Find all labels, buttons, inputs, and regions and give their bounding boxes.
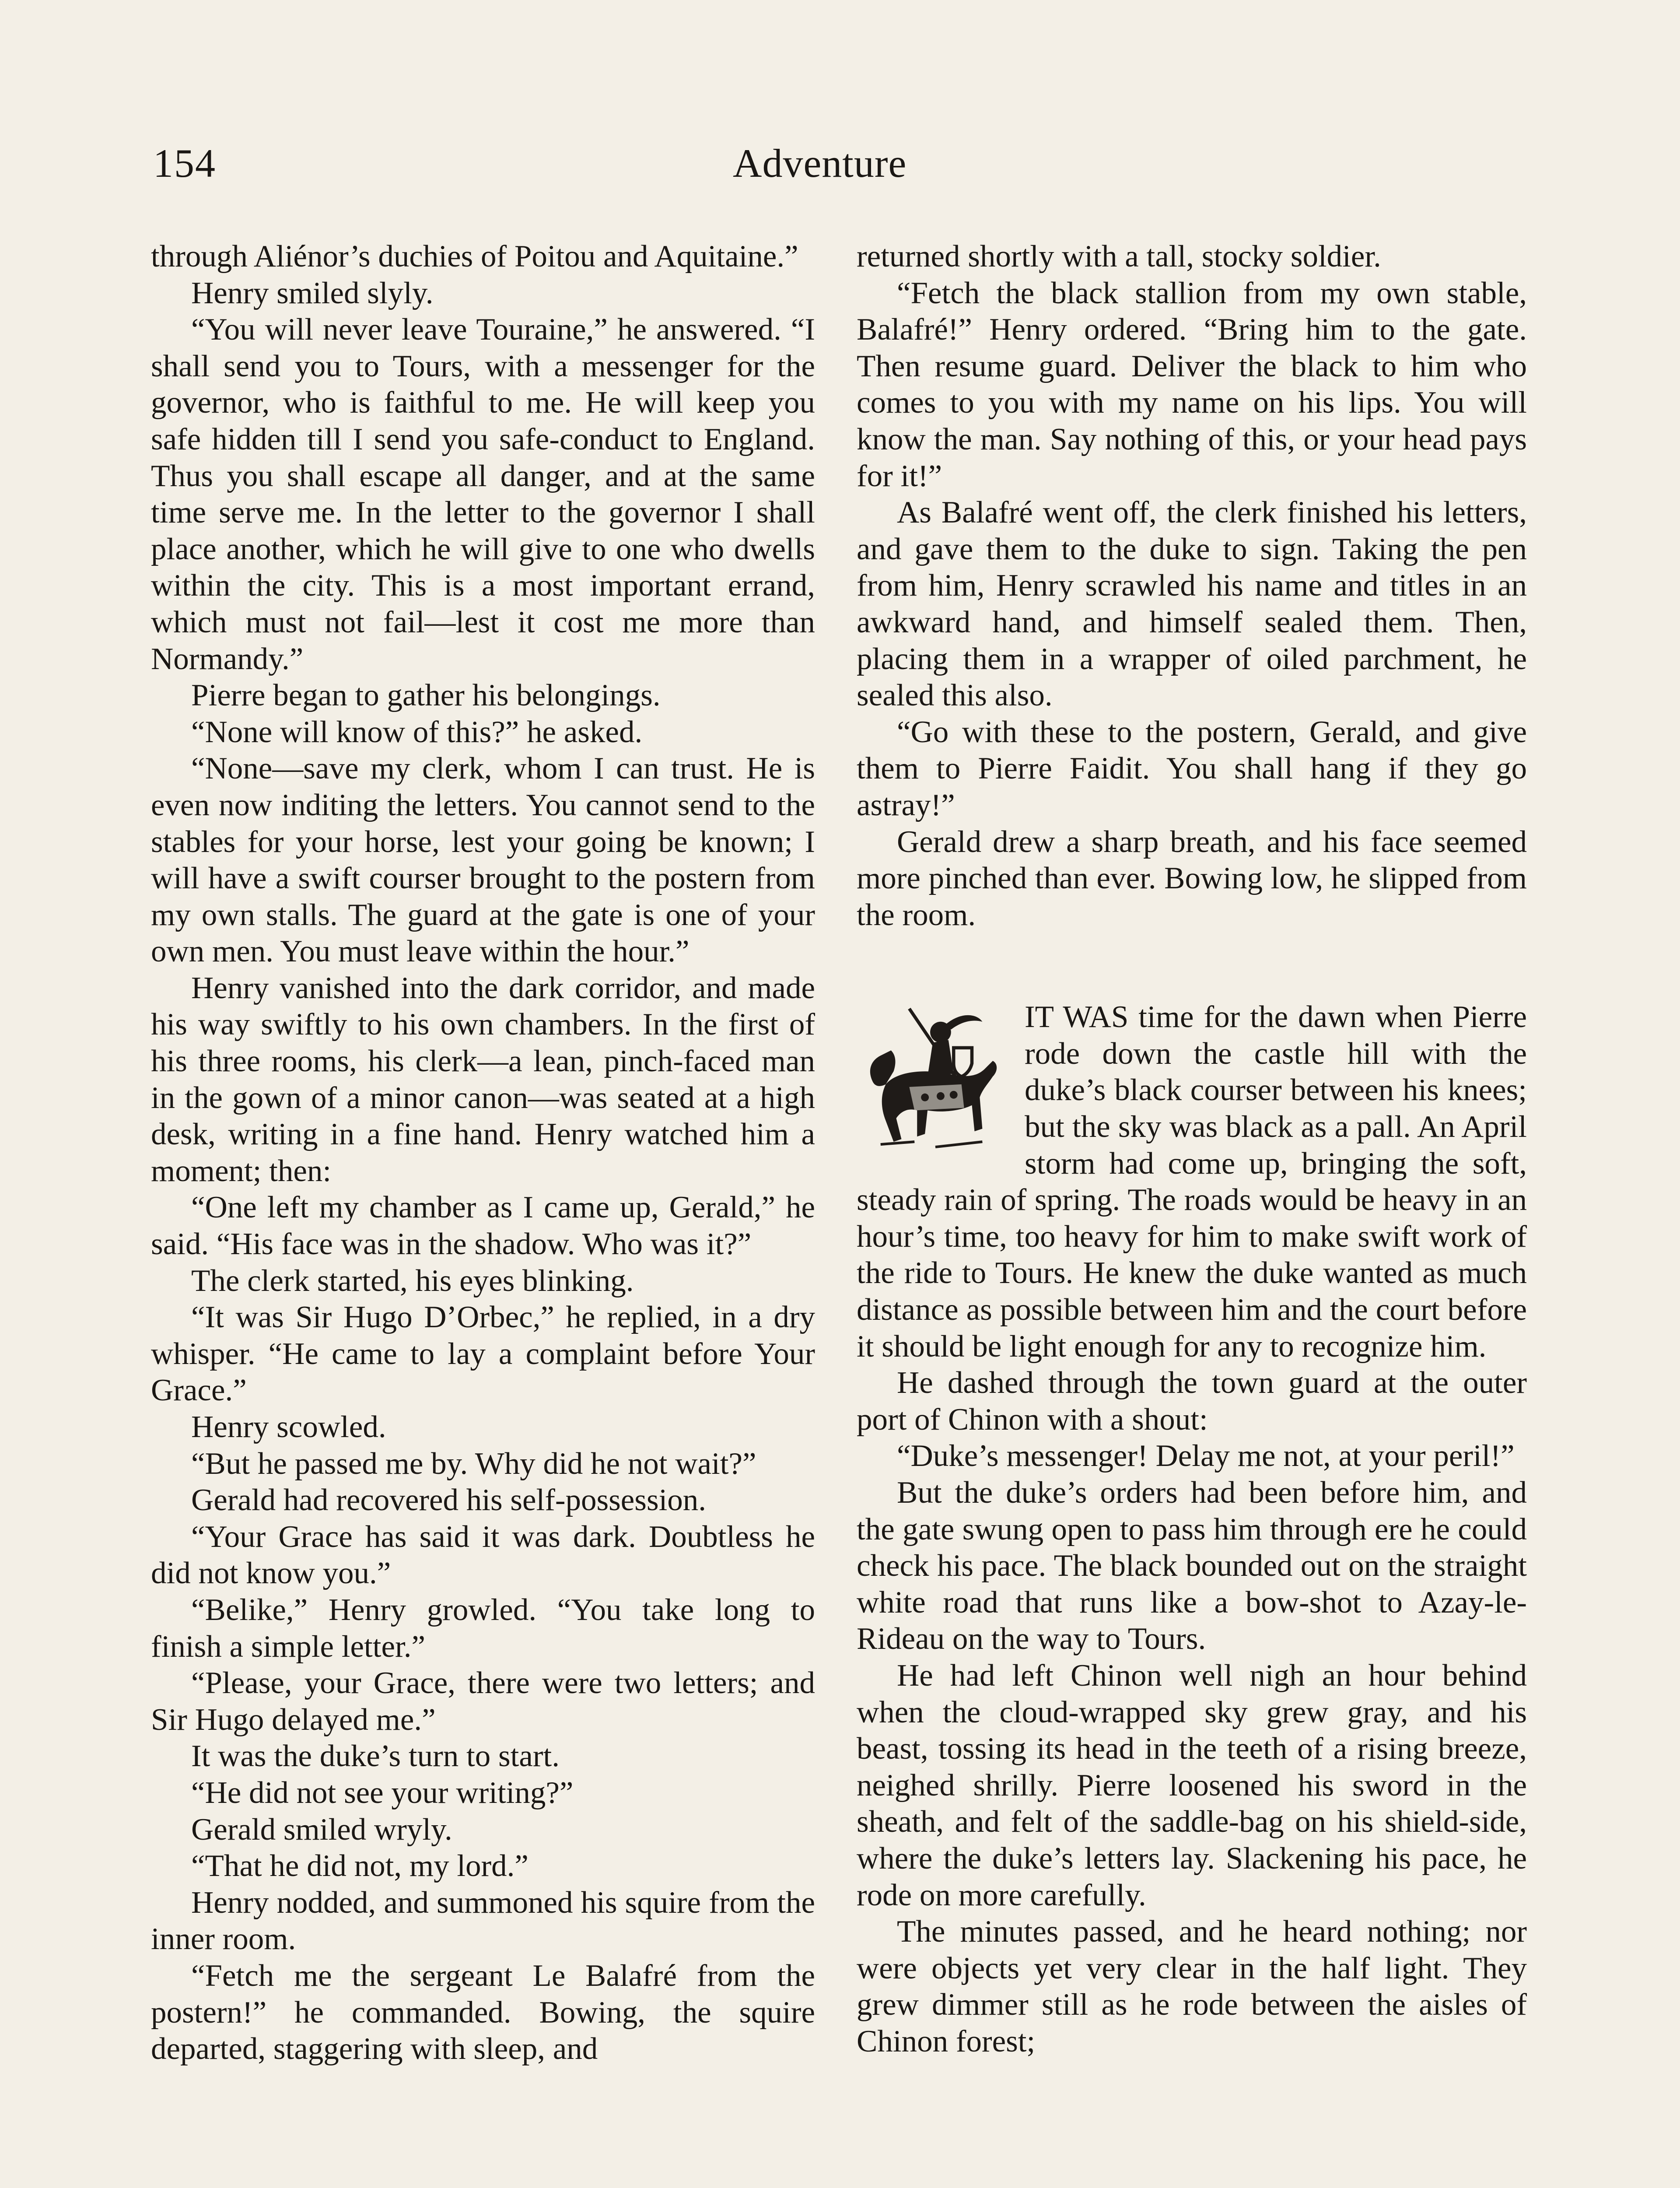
paragraph: “He did not see your writing?”: [191, 1775, 574, 1810]
paragraph: “Fetch me the sergeant Le Balafré from the postern!” he commanded. Bowing, the squire departed, staggering with sleep, and: [151, 1958, 815, 2066]
paragraph: Gerald drew a sharp breath, and his face seemed more pinched than ever. Bowing low, he slipped from the room.: [857, 824, 1527, 932]
paragraph: IT WAS time for the dawn when Pierre rode down the castle hill with the duke’s black courser between his knees; but the sky was black as a pall. An April storm had come up, bringing the soft, steady rain of spring. The roads would be heavy in an hour’s time, too heavy for him to make swift work of the ride to Tours. He knew the duke wanted as much distance as possible between him and the court before it should be light enough for any to recognize him.: [857, 1000, 1527, 1364]
paragraph: “One left my chamber as I came up, Gerald,” he said. “His face was in the shadow. Who was it?”: [151, 1190, 815, 1262]
paragraph: Henry scowled.: [191, 1410, 386, 1444]
running-title: Adventure: [733, 141, 907, 186]
paragraph: But the duke’s orders had been before him, and the gate swung open to pass him through ere he could check his pace. The black bounded out on the straight white road that runs like a bow-shot to Azay-le-Rideau on the way to Tours.: [857, 1476, 1527, 1656]
paragraph: As Balafré went off, the clerk finished his letters, and gave them to the duke to sign. Taking the pen from him, Henry scrawled his name and titles in an awkward hand, and himself sealed them. Then, placing them in a wrapper of oiled parchment, he sealed this also.: [857, 495, 1527, 713]
paragraph: Pierre began to gather his belongings.: [191, 678, 661, 713]
paragraph: “Please, your Grace, there were two letters; and Sir Hugo delayed me.”: [151, 1666, 815, 1737]
right-column: [857, 238, 1527, 2188]
section-break: [857, 933, 1527, 999]
left-column: [151, 238, 815, 2188]
paragraph: returned shortly with a tall, stocky soldier.: [857, 239, 1381, 274]
paragraph: Henry nodded, and summoned his squire from the inner room.: [151, 1885, 815, 1957]
paragraph: “That he did not, my lord.”: [191, 1849, 528, 1883]
page-header: [0, 0, 1680, 228]
paragraph: Henry smiled slyly.: [191, 276, 434, 310]
paragraph: The clerk started, his eyes blinking.: [191, 1263, 634, 1298]
paragraph: He dashed through the town guard at the outer port of Chinon with a shout:: [857, 1366, 1527, 1437]
paragraph: “None will know of this?” he asked.: [191, 715, 643, 749]
paragraph: “None—save my clerk, whom I can trust. He is even now inditing the letters. You cannot send to the stables for your horse, lest your going be known; I will have a swift courser brought to the postern from my own stalls. The guard at the gate is one of your own men. You must leave within the hour.”: [151, 751, 815, 969]
paragraph: The minutes passed, and he heard nothing; nor were objects yet very clear in the half light. They grew dimmer still as he rode between the aisles of Chinon forest;: [857, 1914, 1527, 2058]
page-number: 154: [153, 141, 216, 186]
paragraph: “It was Sir Hugo D’Orbec,” he replied, in a dry whisper. “He came to lay a complaint before Your Grace.”: [151, 1300, 815, 1408]
paragraph: “But he passed me by. Why did he not wait?”: [191, 1446, 756, 1481]
paragraph: Gerald had recovered his self-possession.: [191, 1483, 707, 1518]
paragraph: “Belike,” Henry growled. “You take long to finish a simple letter.”: [151, 1592, 815, 1664]
paragraph: It was the duke’s turn to start.: [191, 1739, 560, 1774]
paragraph: He had left Chinon well nigh an hour behind when the cloud-wrapped sky grew gray, and his beast, tossing its head in the teeth of a rising breeze, neighed shrilly. Pierre loosened his sword in the sheath, and felt of the saddle-bag on his shield-side, where the duke’s letters lay. Slackening his pace, he rode on more carefully.: [857, 1658, 1527, 1912]
paragraph: through Aliénor’s duchies of Poitou and Aquitaine.”: [151, 239, 798, 274]
knight-on-horseback-icon: [857, 1003, 1014, 1152]
paragraph: “Go with these to the postern, Gerald, and give them to Pierre Faidit. You shall hang if they go astray!”: [857, 715, 1527, 822]
paragraph: Gerald smiled wryly.: [191, 1812, 452, 1847]
paragraph: “Fetch the black stallion from my own stable, Balafré!” Henry ordered. “Bring him to the gate. Then resume guard. Deliver the black to him who comes to you with my name on his lips. You will know the man. Say nothing of this, or your head pays for it!”: [857, 276, 1527, 493]
paragraph: “You will never leave Touraine,” he answered. “I shall send you to Tours, with a messenger for the governor, who is faithful to me. He will keep you safe hidden till I send you safe-conduct to England. Thus you shall escape all danger, and at the same time serve me. In the letter to the governor I shall place another, which he will give to one who dwells within the city. This is a most important errand, which must not fail—lest it cost me more than Normandy.”: [151, 312, 815, 676]
paragraph: “Duke’s messenger! Delay me not, at your peril!”: [897, 1439, 1515, 1473]
paragraph: “Your Grace has said it was dark. Doubtless he did not know you.”: [151, 1519, 815, 1591]
paragraph: Henry vanished into the dark corridor, and made his way swiftly to his own chambers. In the first of his three rooms, his clerk—a lean, pinch-faced man in the gown of a minor canon—was seated at a high desk, writing in a fine hand. Henry watched him a moment; then:: [151, 971, 815, 1188]
